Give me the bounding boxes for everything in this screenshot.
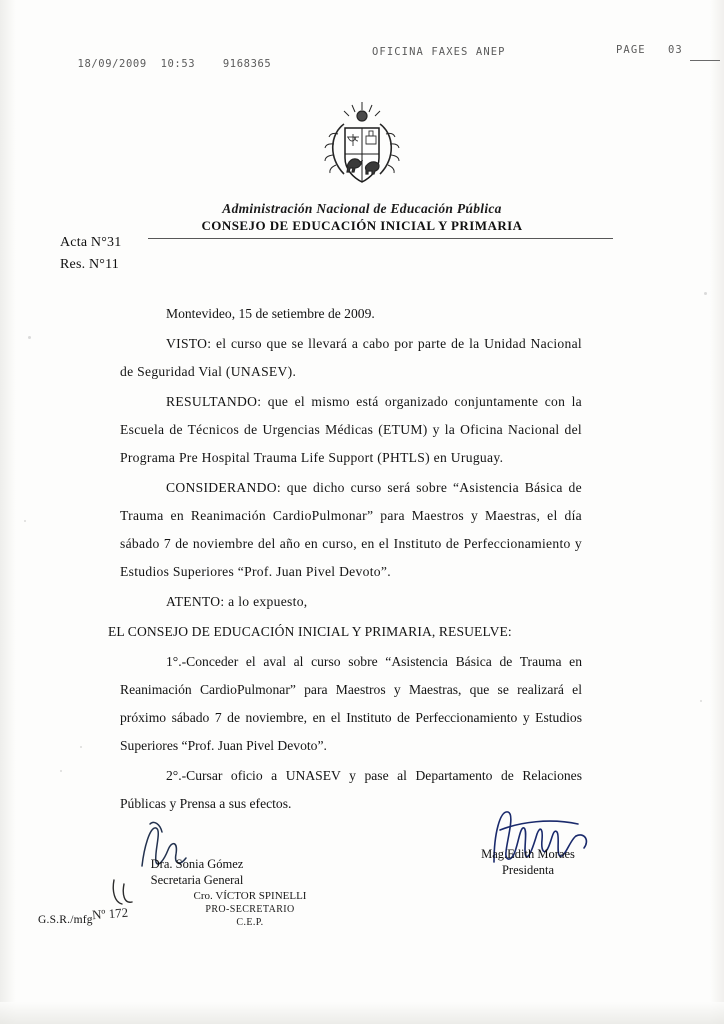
signature-block-right: [438, 846, 618, 878]
letterhead-underline: [148, 238, 613, 239]
fax-page-label: [616, 44, 683, 56]
scan-edge-right: [710, 0, 724, 1024]
letterhead: [0, 201, 724, 234]
uruguay-coat-of-arms-icon: [314, 100, 410, 196]
letterhead-line-2: CONSEJO DE EDUCACIÓN INICIAL Y PRIMARIA: [201, 218, 523, 233]
paragraph-resultando: RESULTANDO: que el mismo está organizado conjuntamente con la Escuela de Técnicos de Urgencias Médicas (ETUM) y la Oficina Nacional del Programa Pre Hospital Trauma Life Support (PHTLS) en Uruguay.: [120, 394, 582, 465]
signature-left-name: Dra. Sonia Gómez: [150, 857, 244, 871]
stamp-org: C.E.P.: [236, 917, 264, 928]
scan-edge-left: [0, 0, 16, 1024]
letterhead-line-1: Administración Nacional de Educación Pública: [222, 201, 502, 216]
signature-block-left: [112, 856, 282, 888]
fax-datetime-text: 18/09/2009 10:53: [77, 58, 196, 70]
fax-datetime: [36, 46, 271, 82]
signature-left-title: Secretaria General: [150, 873, 244, 887]
paragraph-item-2: 2°.-Cursar oficio a UNASEV y pase al Departamento de Relaciones Públicas y Prensa a sus efectos.: [120, 768, 582, 811]
fax-page-number: 03: [667, 44, 683, 56]
scan-speck: [24, 520, 26, 522]
scan-speck: [60, 770, 62, 772]
paragraph-considerando: CONSIDERANDO: que dicho curso será sobre “Asistencia Básica de Trauma en Reanimación CardioPulmonar” para Maestros y Maestras, el día sábado 7 de noviembre del año en curso, en el Instituto de Perfeccionamiento y Estudios Superiores “Prof. Juan Pivel Devoto”.: [120, 480, 582, 579]
scan-speck: [28, 336, 31, 339]
paragraph-item-1: 1°.-Conceder el aval al curso sobre “Asistencia Básica de Trauma en Reanimación CardioPulmonar” para Maestros y Maestras, que se realizará el próximo sábado 7 de noviembre, en el Instituto de Perfeccionamiento y Estudios Superiores “Prof. Juan Pivel Devoto”.: [120, 654, 582, 753]
fax-office-label: OFICINA FAXES ANEP: [372, 46, 506, 58]
stamp-name: Cro. VÍCTOR SPINELLI: [193, 890, 307, 902]
handwritten-number: Nº 172: [91, 904, 129, 923]
acta-number: Acta N°31: [60, 235, 122, 250]
place-and-date: Montevideo, 15 de setiembre de 2009.: [166, 306, 375, 321]
fax-header: [0, 44, 724, 70]
stamp-title: PRO-SECRETARIO: [205, 904, 295, 915]
clerk-initials: G.S.R./mfg: [38, 914, 93, 926]
paragraph-atento: ATENTO: a lo expuesto,: [166, 594, 308, 609]
fax-page-word: PAGE: [616, 44, 646, 56]
signature-right-name: Mag.Edith Moraes: [481, 847, 575, 861]
scan-edge-bottom: [0, 1002, 724, 1024]
scan-speck: [704, 292, 707, 295]
fax-header-rule: [690, 60, 720, 61]
stamp-block: [160, 890, 340, 929]
fax-sender-number: 9168365: [222, 58, 272, 70]
signature-right-title: Presidenta: [501, 863, 555, 877]
paragraph-resuelve: EL CONSEJO DE EDUCACIÓN INICIAL Y PRIMARIA, RESUELVE:: [108, 624, 512, 639]
document-body: [108, 300, 582, 820]
resolution-number: Res. N°11: [60, 257, 119, 272]
paragraph-visto: VISTO: el curso que se llevará a cabo por parte de la Unidad Nacional de Seguridad Vial (UNASEV).: [120, 336, 582, 379]
scan-speck: [80, 746, 82, 748]
scan-speck: [700, 700, 702, 702]
